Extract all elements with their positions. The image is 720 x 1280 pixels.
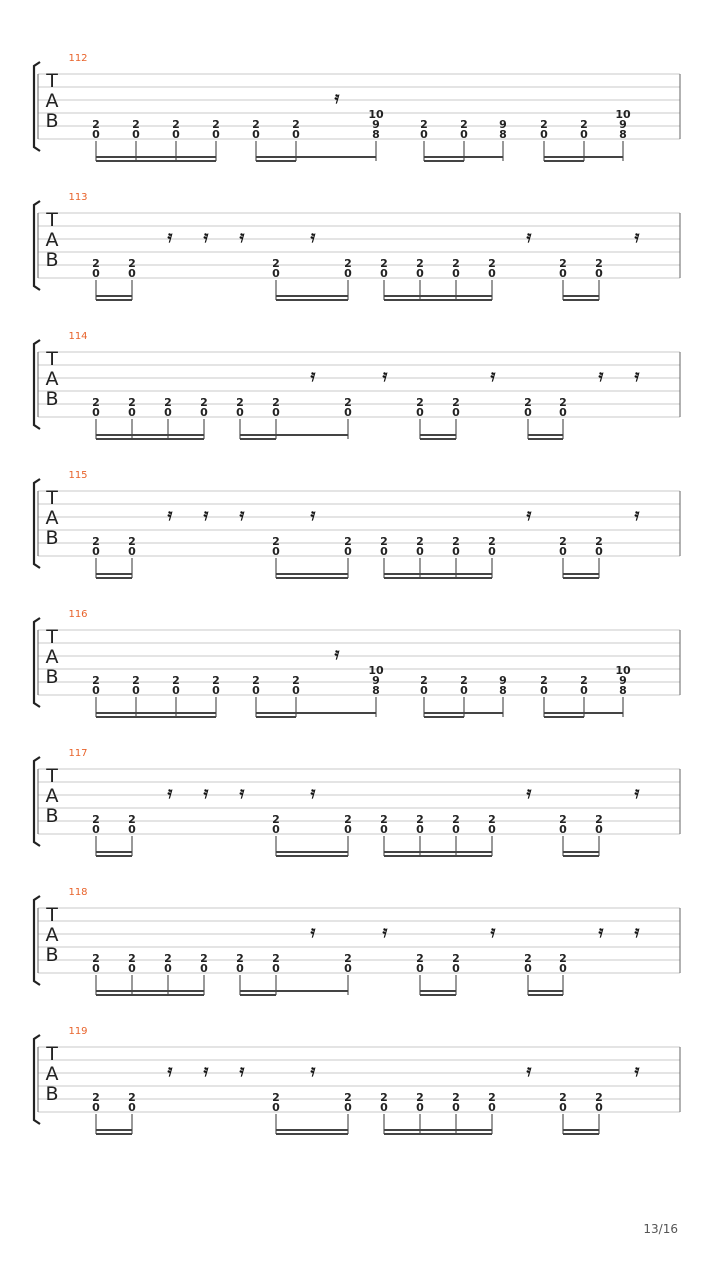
fret-number: 8 [499,684,507,697]
fret-number: 0 [128,962,136,975]
tab-clef-letter: B [45,249,59,271]
fret-number: 0 [452,962,460,975]
fret-number: 0 [92,128,100,141]
fret-number: 2 [344,396,352,409]
fret-number: 0 [92,406,100,419]
fret-number: 2 [128,396,136,409]
tab-clef-letter: A [45,507,59,529]
sixteenth-rest: 𝄿 [310,1061,316,1080]
fret-number: 0 [172,128,180,141]
fret-number: 2 [420,674,428,687]
fret-number: 0 [420,684,428,697]
fret-number: 0 [272,545,280,558]
fret-number: 2 [452,396,460,409]
tab-clef-letter: B [45,388,59,410]
fret-number: 2 [212,674,220,687]
tab-system [34,887,680,995]
fret-number: 0 [524,406,532,419]
fret-number: 0 [272,406,280,419]
sixteenth-rest: 𝄿 [203,1061,209,1080]
fret-number: 2 [344,257,352,270]
fret-number: 2 [92,118,100,131]
sixteenth-rest: 𝄿 [334,88,340,107]
fret-number: 2 [524,396,532,409]
fret-number: 0 [460,684,468,697]
system-bracket [34,757,40,846]
fret-number: 0 [128,1101,136,1114]
fret-number: 0 [460,128,468,141]
fret-number: 0 [132,128,140,141]
sixteenth-rest: 𝄿 [239,1061,245,1080]
sixteenth-rest: 𝄿 [239,227,245,246]
sixteenth-rest: 𝄿 [490,366,496,385]
fret-number: 0 [292,684,300,697]
fret-number: 0 [559,267,567,280]
tab-clef-letter: B [45,110,59,132]
fret-number: 2 [580,674,588,687]
fret-number: 2 [488,257,496,270]
fret-number: 0 [559,962,567,975]
fret-number: 2 [92,396,100,409]
sixteenth-rest: 𝄿 [598,366,604,385]
sixteenth-rest: 𝄿 [634,366,640,385]
fret-number: 2 [559,813,567,826]
fret-number: 8 [499,128,507,141]
fret-number: 0 [559,406,567,419]
fret-number: 2 [272,952,280,965]
tab-clef-letter: T [46,70,58,92]
fret-number: 0 [524,962,532,975]
fret-number: 0 [92,267,100,280]
fret-number: 0 [452,1101,460,1114]
sixteenth-rest: 𝄿 [634,227,640,246]
fret-number: 0 [132,684,140,697]
sixteenth-rest: 𝄿 [239,783,245,802]
sixteenth-rest: 𝄿 [167,1061,173,1080]
fret-number: 2 [559,396,567,409]
fret-number: 0 [236,962,244,975]
fret-number: 2 [540,118,548,131]
sixteenth-rest: 𝄿 [203,227,209,246]
fret-number: 2 [416,813,424,826]
tab-system [34,192,680,300]
tab-clef-letter: T [46,1043,58,1065]
fret-number: 0 [580,128,588,141]
fret-number: 0 [200,406,208,419]
sixteenth-rest: 𝄿 [526,783,532,802]
sixteenth-rest: 𝄿 [634,505,640,524]
tab-system [34,748,680,856]
sixteenth-rest: 𝄿 [167,505,173,524]
system-bracket [34,201,40,290]
fret-number: 0 [540,128,548,141]
fret-number: 2 [132,674,140,687]
fret-number: 2 [272,535,280,548]
bar-number: 116 [68,609,88,620]
fret-number: 2 [559,1091,567,1104]
fret-number: 2 [559,952,567,965]
fret-number: 2 [559,535,567,548]
fret-number: 2 [416,396,424,409]
sixteenth-rest: 𝄿 [310,366,316,385]
fret-number: 0 [420,128,428,141]
fret-number: 2 [488,535,496,548]
fret-number: 2 [595,257,603,270]
fret-number: 0 [212,684,220,697]
tab-system [34,470,680,578]
fret-number: 0 [128,823,136,836]
bar-number: 112 [68,53,88,64]
fret-number: 2 [344,952,352,965]
fret-number: 0 [559,1101,567,1114]
fret-number: 8 [372,128,380,141]
sixteenth-rest: 𝄿 [634,922,640,941]
tab-clef-letter: B [45,666,59,688]
fret-number: 9 [499,118,507,131]
sixteenth-rest: 𝄿 [167,783,173,802]
fret-number: 10 [615,664,631,677]
tab-clef-letter: A [45,646,59,668]
tab-clef-letter: T [46,209,58,231]
fret-number: 2 [488,813,496,826]
fret-number: 2 [128,813,136,826]
fret-number: 0 [416,545,424,558]
fret-number: 0 [292,128,300,141]
page-number: 13/16 [643,1222,678,1236]
fret-number: 0 [416,823,424,836]
fret-number: 2 [452,257,460,270]
sixteenth-rest: 𝄿 [382,366,388,385]
fret-number: 2 [460,674,468,687]
fret-number: 0 [580,684,588,697]
fret-number: 0 [344,406,352,419]
fret-number: 2 [524,952,532,965]
fret-number: 0 [452,545,460,558]
fret-number: 2 [595,535,603,548]
fret-number: 0 [452,823,460,836]
fret-number: 2 [540,674,548,687]
fret-number: 2 [272,257,280,270]
fret-number: 2 [272,396,280,409]
fret-number: 2 [272,813,280,826]
fret-number: 2 [420,118,428,131]
tab-clef-letter: T [46,765,58,787]
sixteenth-rest: 𝄿 [167,227,173,246]
fret-number: 0 [416,406,424,419]
system-bracket [34,340,40,429]
fret-number: 0 [236,406,244,419]
fret-number: 0 [416,962,424,975]
fret-number: 0 [344,962,352,975]
fret-number: 0 [200,962,208,975]
fret-number: 0 [92,1101,100,1114]
fret-number: 2 [132,118,140,131]
fret-number: 0 [559,823,567,836]
fret-number: 0 [452,406,460,419]
fret-number: 0 [164,406,172,419]
fret-number: 0 [488,823,496,836]
sixteenth-rest: 𝄿 [526,505,532,524]
fret-number: 2 [380,1091,388,1104]
fret-number: 2 [344,813,352,826]
fret-number: 0 [595,1101,603,1114]
fret-number: 2 [128,535,136,548]
tab-clef-letter: A [45,229,59,251]
fret-number: 2 [344,535,352,548]
fret-number: 0 [272,267,280,280]
system-bracket [34,62,40,151]
fret-number: 2 [252,674,260,687]
fret-number: 0 [595,545,603,558]
fret-number: 0 [488,545,496,558]
fret-number: 0 [128,406,136,419]
fret-number: 2 [92,1091,100,1104]
fret-number: 0 [380,1101,388,1114]
fret-number: 2 [200,952,208,965]
fret-number: 2 [380,257,388,270]
sixteenth-rest: 𝄿 [310,922,316,941]
fret-number: 2 [236,952,244,965]
fret-number: 8 [372,684,380,697]
fret-number: 2 [292,118,300,131]
fret-number: 0 [92,684,100,697]
tab-clef-letter: B [45,944,59,966]
fret-number: 2 [92,952,100,965]
fret-number: 0 [252,128,260,141]
sixteenth-rest: 𝄿 [310,505,316,524]
fret-number: 2 [292,674,300,687]
fret-number: 2 [128,1091,136,1104]
tab-clef-letter: A [45,924,59,946]
fret-number: 2 [212,118,220,131]
fret-number: 0 [92,962,100,975]
fret-number: 2 [164,952,172,965]
bar-number: 118 [68,887,88,898]
fret-number: 0 [164,962,172,975]
bar-number: 113 [68,192,88,203]
system-bracket [34,1035,40,1124]
fret-number: 2 [128,257,136,270]
fret-number: 2 [172,118,180,131]
fret-number: 2 [92,813,100,826]
fret-number: 9 [372,118,380,131]
system-bracket [34,479,40,568]
tab-clef-letter: B [45,527,59,549]
fret-number: 0 [272,1101,280,1114]
fret-number: 0 [92,823,100,836]
fret-number: 0 [272,823,280,836]
sixteenth-rest: 𝄿 [634,1061,640,1080]
fret-number: 10 [368,108,384,121]
fret-number: 0 [172,684,180,697]
tab-clef-letter: B [45,805,59,827]
tab-clef-letter: B [45,1083,59,1105]
fret-number: 2 [488,1091,496,1104]
fret-number: 9 [619,674,627,687]
fret-number: 0 [128,267,136,280]
fret-number: 2 [452,1091,460,1104]
fret-number: 0 [92,545,100,558]
fret-number: 0 [595,823,603,836]
fret-number: 2 [460,118,468,131]
fret-number: 2 [416,1091,424,1104]
sixteenth-rest: 𝄿 [203,505,209,524]
sixteenth-rest: 𝄿 [203,783,209,802]
fret-number: 0 [380,545,388,558]
fret-number: 2 [92,257,100,270]
fret-number: 2 [452,952,460,965]
fret-number: 0 [344,823,352,836]
tab-system [34,1026,680,1134]
fret-number: 2 [416,952,424,965]
tab-clef-letter: T [46,348,58,370]
bar-number: 119 [68,1026,88,1037]
tab-clef-letter: A [45,368,59,390]
fret-number: 8 [619,128,627,141]
fret-number: 10 [615,108,631,121]
fret-number: 0 [128,545,136,558]
fret-number: 0 [380,823,388,836]
fret-number: 0 [488,267,496,280]
tab-clef-letter: T [46,904,58,926]
system-bracket [34,618,40,707]
fret-number: 0 [344,1101,352,1114]
fret-number: 9 [499,674,507,687]
tab-clef-letter: A [45,90,59,112]
sixteenth-rest: 𝄿 [634,783,640,802]
tab-clef-letter: A [45,1063,59,1085]
sixteenth-rest: 𝄿 [334,644,340,663]
tab-system [34,53,680,161]
sixteenth-rest: 𝄿 [310,783,316,802]
fret-number: 0 [416,1101,424,1114]
fret-number: 0 [595,267,603,280]
fret-number: 2 [416,257,424,270]
fret-number: 2 [452,813,460,826]
fret-number: 2 [128,952,136,965]
fret-number: 9 [619,118,627,131]
fret-number: 2 [92,535,100,548]
fret-number: 0 [416,267,424,280]
fret-number: 0 [559,545,567,558]
fret-number: 0 [272,962,280,975]
fret-number: 2 [416,535,424,548]
system-bracket [34,896,40,985]
fret-number: 2 [236,396,244,409]
fret-number: 2 [380,535,388,548]
tab-system [34,609,680,717]
fret-number: 2 [252,118,260,131]
fret-number: 0 [252,684,260,697]
fret-number: 0 [380,267,388,280]
fret-number: 0 [488,1101,496,1114]
sixteenth-rest: 𝄿 [382,922,388,941]
sixteenth-rest: 𝄿 [526,227,532,246]
fret-number: 0 [212,128,220,141]
fret-number: 10 [368,664,384,677]
tab-clef-letter: A [45,785,59,807]
fret-number: 0 [452,267,460,280]
fret-number: 0 [540,684,548,697]
fret-number: 2 [200,396,208,409]
sixteenth-rest: 𝄿 [239,505,245,524]
fret-number: 2 [595,813,603,826]
fret-number: 0 [344,545,352,558]
fret-number: 8 [619,684,627,697]
sixteenth-rest: 𝄿 [598,922,604,941]
fret-number: 9 [372,674,380,687]
sixteenth-rest: 𝄿 [310,227,316,246]
tab-system [34,331,680,439]
fret-number: 2 [580,118,588,131]
sixteenth-rest: 𝄿 [526,1061,532,1080]
fret-number: 0 [344,267,352,280]
fret-number: 2 [559,257,567,270]
tab-clef-letter: T [46,487,58,509]
fret-number: 2 [272,1091,280,1104]
sixteenth-rest: 𝄿 [490,922,496,941]
tab-clef-letter: T [46,626,58,648]
fret-number: 2 [92,674,100,687]
bar-number: 114 [68,331,88,342]
bar-number: 115 [68,470,88,481]
fret-number: 2 [380,813,388,826]
bar-number: 117 [68,748,88,759]
fret-number: 2 [595,1091,603,1104]
fret-number: 2 [452,535,460,548]
fret-number: 2 [172,674,180,687]
fret-number: 2 [164,396,172,409]
fret-number: 2 [344,1091,352,1104]
